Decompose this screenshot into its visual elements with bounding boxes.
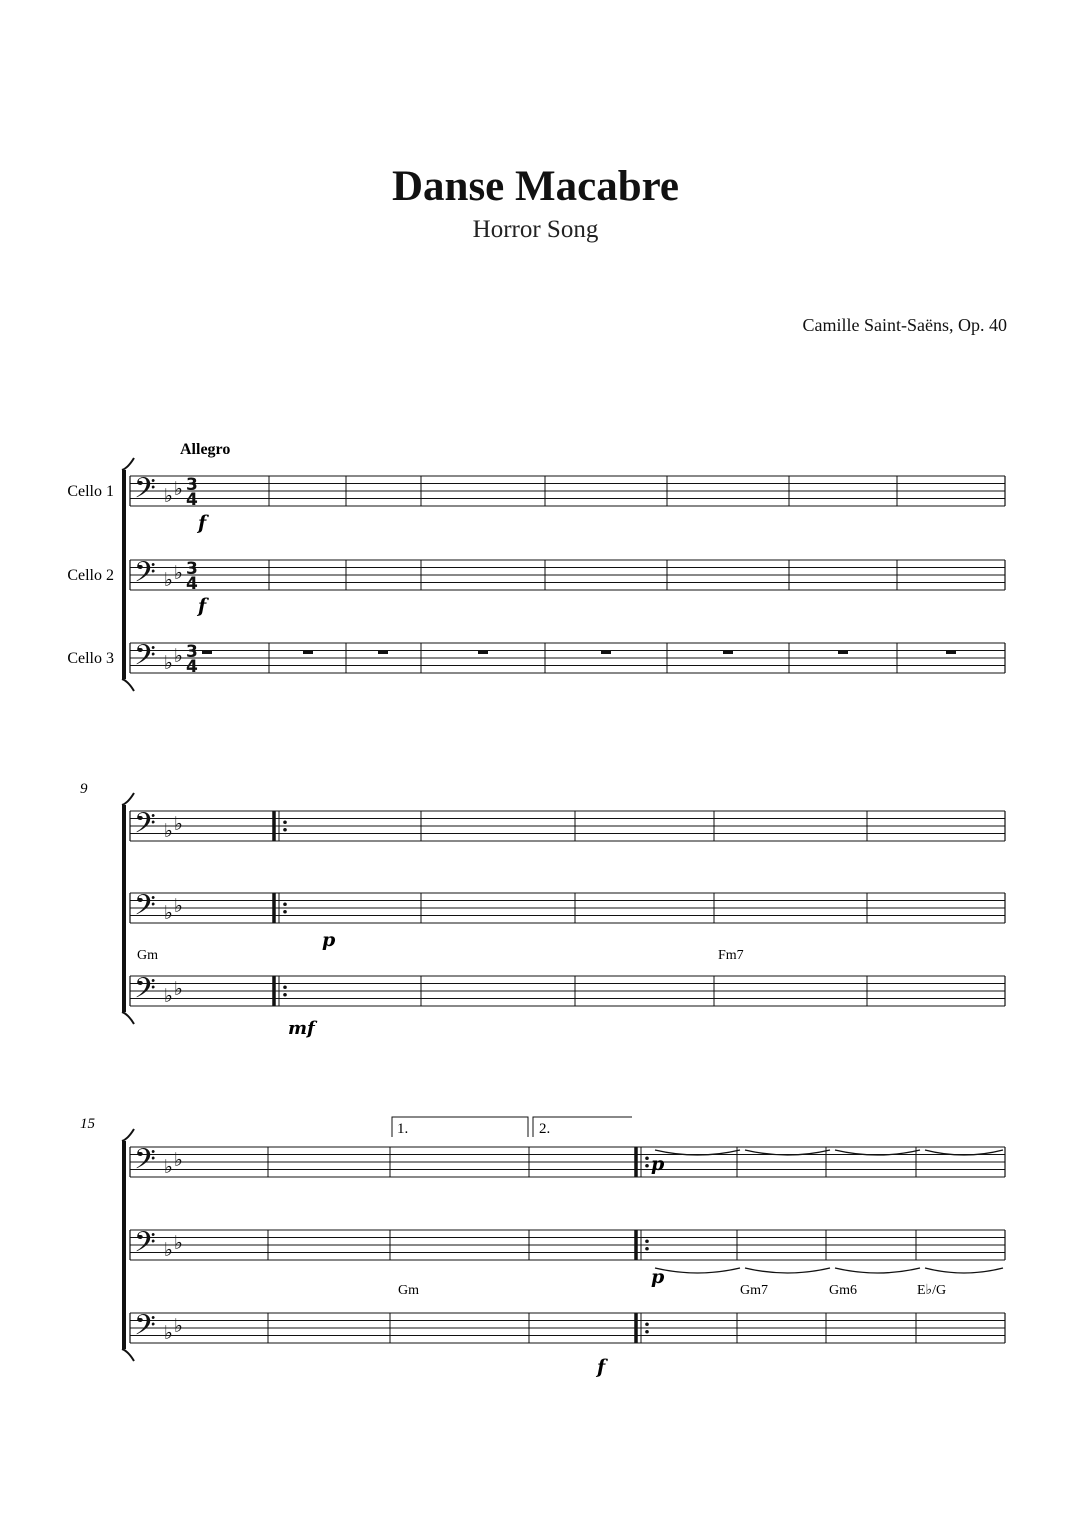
chord-symbol-fm7: Fm7: [718, 948, 744, 963]
flat-icon: ♭: [164, 652, 173, 674]
repeat-dot: [645, 1156, 649, 1160]
time-signature-top: 3: [186, 642, 198, 662]
bracket-hook-top: [122, 793, 134, 805]
flat-icon: ♭: [174, 895, 183, 917]
dynamic-f: f: [597, 1356, 606, 1378]
flat-icon: ♭: [174, 645, 183, 667]
repeat-dot: [645, 1330, 649, 1334]
repeat-dot: [283, 828, 287, 832]
bass-clef-icon: 𝄢: [134, 556, 156, 596]
bracket-hook-bottom: [122, 679, 134, 691]
composer-credit: Camille Saint-Saëns, Op. 40: [802, 315, 1007, 335]
tie-curve: [655, 1268, 740, 1273]
volta-1-bracket: [392, 1117, 528, 1137]
whole-rest-icon: [378, 651, 388, 655]
tie-curve: [745, 1268, 830, 1273]
repeat-dot: [283, 985, 287, 989]
flat-icon: ♭: [164, 820, 173, 842]
bass-clef-icon: 𝄢: [134, 472, 156, 512]
bass-clef-icon: 𝄢: [134, 1143, 156, 1183]
flat-icon: ♭: [164, 985, 173, 1007]
flat-icon: ♭: [164, 485, 173, 507]
tie-curve: [925, 1268, 1003, 1273]
repeat-dot: [283, 910, 287, 914]
bracket-hook-top: [122, 458, 134, 470]
bass-clef-icon: 𝄢: [134, 972, 156, 1012]
chord-symbol-gm: Gm: [398, 1283, 419, 1298]
flat-icon: ♭: [174, 1149, 183, 1171]
instrument-label-cello-3: Cello 3: [67, 650, 114, 667]
repeat-dot: [283, 902, 287, 906]
time-signature-bottom: 4: [186, 657, 198, 677]
repeat-dot: [283, 820, 287, 824]
flat-icon: ♭: [164, 569, 173, 591]
chord-symbol-gm7: Gm7: [740, 1283, 768, 1298]
dynamic-p: p: [651, 1153, 665, 1175]
flat-icon: ♭: [174, 562, 183, 584]
time-signature-top: 3: [186, 475, 198, 495]
whole-rest-icon: [202, 651, 212, 655]
chord-symbol-gm6: Gm6: [829, 1283, 857, 1298]
volta-2-label: 2.: [539, 1121, 551, 1137]
score-subtitle: Horror Song: [472, 216, 599, 243]
repeat-dot: [645, 1164, 649, 1168]
bass-clef-icon: 𝄢: [134, 1226, 156, 1266]
chord-symbol-eb-g: E♭/G: [917, 1283, 947, 1298]
dynamic-p: p: [322, 929, 336, 951]
tempo-marking: Allegro: [180, 441, 231, 458]
bass-clef-icon: 𝄢: [134, 889, 156, 929]
instrument-label-cello-2: Cello 2: [67, 567, 114, 584]
time-signature-bottom: 4: [186, 574, 198, 594]
score-title: Danse Macabre: [391, 163, 680, 210]
whole-rest-icon: [478, 651, 488, 655]
bass-clef-icon: 𝄢: [134, 639, 156, 679]
instrument-label-cello-1: Cello 1: [67, 483, 114, 500]
flat-icon: ♭: [164, 1239, 173, 1261]
flat-icon: ♭: [164, 902, 173, 924]
dynamic-p: p: [651, 1266, 665, 1288]
dynamic-mf: mf: [288, 1018, 315, 1039]
repeat-dot: [645, 1247, 649, 1251]
flat-icon: ♭: [174, 978, 183, 1000]
flat-icon: ♭: [174, 1232, 183, 1254]
dynamic-f: f: [198, 512, 207, 534]
time-signature-bottom: 4: [186, 490, 198, 510]
repeat-dot: [645, 1239, 649, 1243]
whole-rest-icon: [838, 651, 848, 655]
measure-number-15: 15: [80, 1116, 95, 1132]
whole-rest-icon: [723, 651, 733, 655]
repeat-dot: [283, 993, 287, 997]
repeat-dot: [645, 1322, 649, 1326]
flat-icon: ♭: [164, 1322, 173, 1344]
time-signature-top: 3: [186, 559, 198, 579]
bracket-hook-bottom: [122, 1012, 134, 1024]
bass-clef-icon: 𝄢: [134, 807, 156, 847]
flat-icon: ♭: [164, 1156, 173, 1178]
whole-rest-icon: [601, 651, 611, 655]
flat-icon: ♭: [174, 813, 183, 835]
bracket-hook-top: [122, 1129, 134, 1141]
whole-rest-icon: [946, 651, 956, 655]
bracket-hook-bottom: [122, 1349, 134, 1361]
volta-1-label: 1.: [397, 1121, 409, 1137]
chord-symbol-gm: Gm: [137, 948, 158, 963]
flat-icon: ♭: [174, 478, 183, 500]
whole-rest-icon: [303, 651, 313, 655]
flat-icon: ♭: [174, 1315, 183, 1337]
measure-number-9: 9: [80, 781, 88, 797]
tie-curve: [835, 1268, 920, 1273]
dynamic-f: f: [198, 595, 207, 617]
bass-clef-icon: 𝄢: [134, 1309, 156, 1349]
